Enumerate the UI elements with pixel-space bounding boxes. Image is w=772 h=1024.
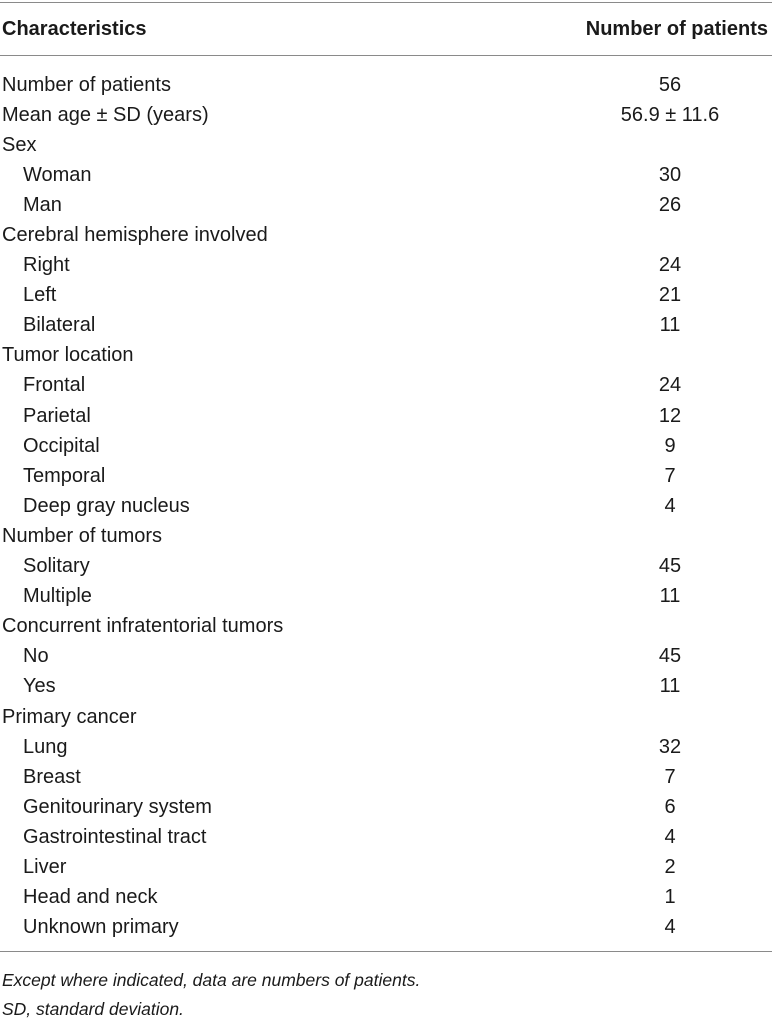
row-label: Cerebral hemisphere involved [2,224,268,247]
table-row [0,642,772,672]
row-value: 12 [658,404,682,427]
table-row [0,311,772,341]
row-label: Frontal [23,374,86,397]
table-row [0,251,772,281]
row-label: Temporal [23,464,106,487]
table-footnotes [0,952,772,1024]
row-label: Bilateral [23,314,96,337]
footnote-1: Except where indicated, data are numbers of patients. [2,969,421,990]
table-row [0,913,772,943]
table-header-row [0,3,772,55]
row-value: 9 [664,434,676,457]
row-value: 45 [658,555,682,578]
row-label: Woman [23,163,92,186]
table-row [0,491,772,521]
table-row [0,371,772,401]
row-value: 45 [658,645,682,668]
row-value: 2 [664,855,676,878]
table-body [0,56,772,951]
row-label: Number of patients [2,73,171,96]
row-value: 7 [664,464,676,487]
row-label: Mean age ± SD (years) [2,103,209,126]
table-row-category [0,521,772,551]
row-value: 21 [658,284,682,307]
row-label: Tumor location [2,344,134,367]
table-row [0,190,772,220]
table-row [0,431,772,461]
row-label: Number of tumors [2,524,163,547]
footnote-2: SD, standard deviation. [2,998,184,1019]
row-value: 11 [659,675,681,698]
row-value: 11 [659,585,681,608]
row-label: Liver [23,855,67,878]
row-label: Right [23,254,70,277]
row-label: Deep gray nucleus [23,494,190,517]
table-row-category [0,612,772,642]
table-row [0,732,772,762]
row-label: Multiple [23,585,92,608]
row-label: Lung [23,735,68,758]
table-row [0,672,772,702]
table-row-category [0,70,772,100]
row-label: Sex [2,133,37,156]
table-row [0,552,772,582]
row-value: 56 [658,73,682,96]
table-row-category [0,100,772,130]
row-value: 30 [658,163,682,186]
row-label: Primary cancer [2,705,137,728]
row-value: 4 [664,916,676,939]
table-row-category [0,220,772,250]
row-value: 32 [658,735,682,758]
row-label: Head and neck [23,886,158,909]
table-row [0,401,772,431]
row-value: 4 [664,825,676,848]
row-label: Genitourinary system [23,795,212,818]
row-label: No [23,645,49,668]
table-row [0,461,772,491]
table-row-category [0,341,772,371]
table-row [0,160,772,190]
row-value: 11 [659,314,681,337]
row-value: 24 [658,254,682,277]
table-row [0,582,772,612]
row-value: 7 [664,765,676,788]
row-label: Gastrointestinal tract [23,825,207,848]
row-value: 6 [664,795,676,818]
table-row-category [0,130,772,160]
header-characteristics: Characteristics [2,17,147,40]
row-value: 1 [664,886,676,909]
row-value: 26 [658,193,682,216]
table-row [0,852,772,882]
row-value: 4 [664,494,676,517]
row-label: Solitary [23,555,90,578]
row-label: Parietal [23,404,91,427]
row-value: 24 [658,374,682,397]
row-label: Occipital [23,434,100,457]
header-number-of-patients: Number of patients [585,17,768,40]
row-label: Yes [23,675,56,698]
table-row [0,792,772,822]
row-label: Breast [23,765,81,788]
table-row [0,883,772,913]
row-label: Concurrent infratentorial tumors [2,615,284,638]
row-label: Unknown primary [23,916,179,939]
row-label: Left [23,284,57,307]
table-row [0,281,772,311]
table-row-category [0,702,772,732]
table-row [0,762,772,792]
row-value: 56.9 ± 11.6 [620,103,720,126]
row-label: Man [23,193,62,216]
table-row [0,822,772,852]
